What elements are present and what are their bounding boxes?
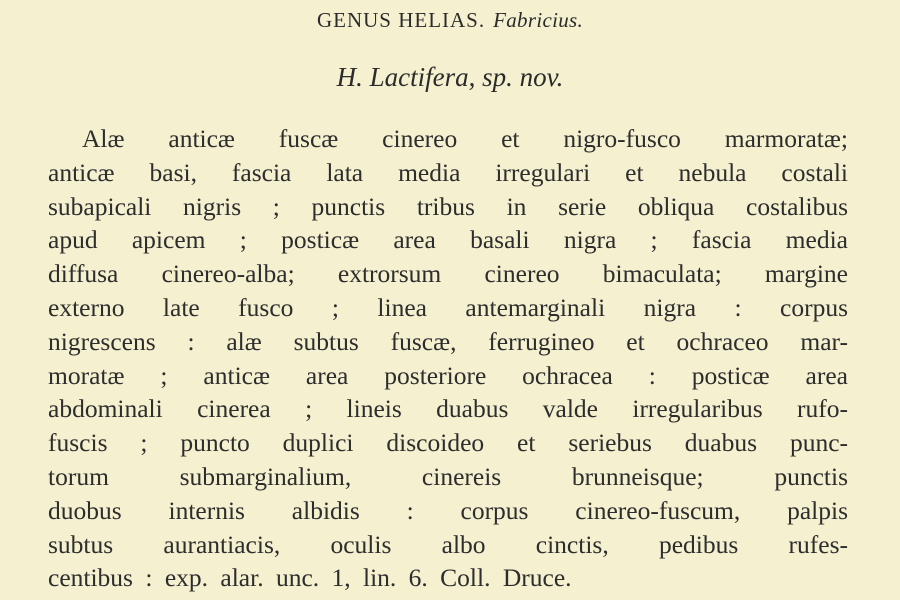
description-line: Alæ anticæ fuscæ cinereo et nigro-fusco marmoratæ; bbox=[82, 124, 848, 153]
species-description bbox=[48, 122, 848, 595]
genus-name: GENUS HELIAS. bbox=[316, 8, 486, 32]
genus-author: Fabricius. bbox=[493, 8, 584, 32]
genus-heading bbox=[0, 8, 900, 33]
description-line: apud apicem ; posticæ area basali nigra ; fascia media bbox=[48, 225, 848, 255]
description-line: diffusa cinereo-alba; extrorsum cinereo bimaculata; margine bbox=[48, 259, 848, 289]
description-line: subapicali nigris ; punctis tribus in serie obliqua costalibus bbox=[48, 191, 848, 221]
description-line: abdominali cinerea ; lineis duabus valde irregularibus rufo- bbox=[48, 394, 848, 424]
description-line: anticæ basi, fascia lata media irregulari et nebula costali bbox=[48, 157, 848, 187]
description-line: torum submarginalium, cinereis brunneisque; punctis bbox=[48, 461, 848, 491]
species-title: H. Lactifera, sp. nov. bbox=[336, 62, 564, 92]
description-line: fuscis ; puncto duplici discoideo et seriebus duabus punc- bbox=[48, 428, 848, 458]
description-line: externo late fusco ; linea antemarginali nigra : corpus bbox=[48, 292, 848, 322]
description-line: subtus aurantiacis, oculis albo cinctis, pedibus rufes- bbox=[48, 529, 848, 559]
description-line: centibus : exp. alar. unc. 1, lin. 6. Coll. Druce. bbox=[48, 563, 572, 593]
description-line: duobus internis albidis : corpus cinereo-fuscum, palpis bbox=[48, 495, 848, 525]
description-line: moratæ ; anticæ area posteriore ochracea : posticæ area bbox=[48, 360, 848, 390]
description-line: nigrescens : alæ subtus fuscæ, ferrugineo et ochraceo mar- bbox=[48, 326, 848, 356]
